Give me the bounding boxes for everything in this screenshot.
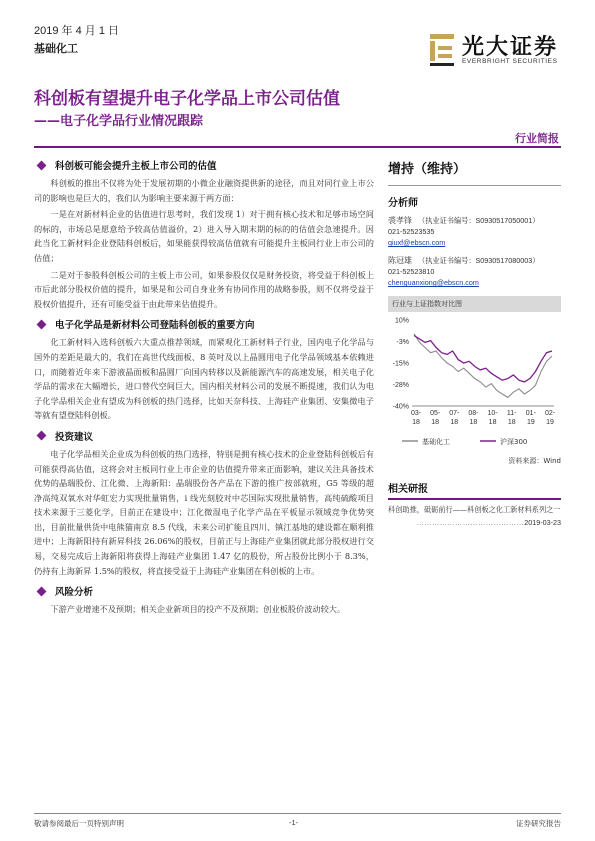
paragraph: 科创板的推出不仅将为处于发展初期的小微企业融资提供新的途径，而且对同行业上市公司的影响也是巨大的，我们认为影响主要来源于两方面：	[34, 178, 374, 203]
page-number: -1-	[289, 818, 299, 827]
index-comparison-chart	[388, 296, 561, 466]
everbright-logo-icon	[428, 32, 456, 68]
x-tick-label: 10-	[487, 410, 498, 418]
report-date: 2019 年 4 月 1 日	[34, 25, 119, 37]
x-tick-label: 08-	[468, 410, 479, 418]
section-4	[34, 584, 374, 617]
x-tick-label: 01-	[525, 410, 536, 418]
section-3	[34, 429, 374, 578]
section-1	[34, 158, 374, 311]
y-tick-label: 10%	[394, 317, 409, 325]
analyst-name: 裘孝锋	[388, 216, 412, 225]
legend-label: 基础化工	[422, 438, 450, 447]
x-tick-label: 18	[431, 419, 440, 427]
section-title: 投资建议	[55, 431, 94, 443]
report-title: 科创板有望提升电子化学品上市公司估值	[34, 89, 340, 109]
paragraph: 电子化学品相关企业成为科创板的热门选择，特别是拥有核心技术的企业登陆科创板后有可能获得高估值，这将会对主板同行业上市企业的估值提升带来正面影响，建议关注具备技术优势的晶瑞股份、江化微、上海新阳：晶瑞股份各产品在下游的推广按部就班，G5 等级的超净高纯双氧水对华虹宏力实现批量销售，i 线光刻胶对中芯国际实现批量销售，高纯硫酸项目技术来源于三菱化学，目前正在建设中；江化微湿电子化学产品在平板显示领域竞争优势突出，目前批量供货中电熊猫南京 8.5 代线，未来公司扩能且四川、镇江基地的建设都在顺利推进中；上海新阳持有新昇科技 26.06%的股权，目前正与上海硅产业集团就此部分股权进行交易，交易完成后上海新阳将获得上海硅产业集团 1.47 亿的股份，所占股份比例小于 8.3%，仍持有上海新昇 1.5%的股权，将直接受益于上海硅产业集团在科创板的上市。	[34, 448, 374, 576]
section-title: 风险分析	[55, 587, 94, 599]
x-tick-label: 18	[488, 419, 497, 427]
section-heading	[34, 158, 374, 172]
diamond-bullet-icon	[37, 319, 47, 329]
analyst-email-link[interactable]: qiuxf@ebscn.com	[388, 238, 446, 248]
x-tick-label: 19	[546, 419, 554, 427]
related-report-date	[388, 518, 561, 527]
diamond-bullet-icon	[37, 586, 47, 596]
industry-label: 基础化工	[34, 43, 78, 55]
y-tick-label: -40%	[392, 403, 409, 411]
paragraph: 二是对于参股科创板公司的主板上市公司，如果参股仅仅是财务投资，将受益于科创板上市后此部分股权价值的提升，如果是和公司自身业务有协同作用的战略参股，则不仅将受益于股权价值提升，还有可能受益于由此带来估值提升。	[34, 269, 374, 309]
y-tick-label: -28%	[392, 382, 409, 390]
sidebar-divider	[388, 185, 561, 186]
analyst-name: 陈冠雄	[388, 255, 412, 265]
analyst-license: （执业证书编号：S0930517080003）	[418, 255, 540, 265]
analyst-email-link[interactable]: chenguanxiong@ebscn.com	[388, 278, 479, 288]
rating: 增持（维持）	[388, 162, 467, 177]
related-divider	[388, 498, 561, 500]
x-tick-label: 18	[469, 419, 478, 427]
sidebar	[388, 152, 561, 527]
analyst-card	[388, 255, 561, 289]
chart-title: 行业与上证指数对比图	[388, 296, 561, 312]
y-tick-label: -15%	[392, 360, 409, 368]
x-tick-label: 18	[450, 419, 459, 427]
analyst-phone: 021-52523810	[388, 266, 435, 276]
analyst-card	[388, 215, 561, 249]
series-line-1	[414, 334, 552, 398]
y-tick-label: -3%	[396, 339, 409, 347]
x-tick-label: 11-	[506, 410, 517, 418]
x-tick-label: 19	[526, 419, 535, 427]
diamond-bullet-icon	[37, 431, 47, 441]
section-heading	[34, 584, 374, 598]
analyst-phone: 021-52523535	[388, 227, 435, 237]
section-2	[34, 317, 374, 423]
report-type: 行业简报	[515, 132, 559, 145]
brand-name-cn: 光大证券	[462, 35, 559, 60]
leader-dots: ……………………………………	[416, 518, 525, 528]
paragraph: 一是在对新材料企业的估值进行思考时，我们发现 1）对于拥有核心技术和足够市场空间的标的，市场总是愿意给予较高估值溢价，2）进入导入期末期的标的的估值会急速提升。因此当化工新材料企业登陆科创板后，如果能获得较高估值就有可能提升主板同行业上市公司的估值；	[34, 209, 374, 263]
legend-label: 沪深300	[500, 438, 528, 447]
series-line-2	[414, 336, 552, 382]
footer-divider	[34, 813, 561, 814]
header-divider	[34, 146, 561, 148]
section-heading	[34, 429, 374, 443]
analyst-license: （执业证书编号：S0930517050001）	[418, 216, 540, 225]
footer-disclaimer: 敬请参阅最后一页特别声明	[34, 819, 124, 828]
related-report-link[interactable]: 科创助推，砥砺前行——科创板之化工新材料系列之一	[388, 505, 561, 515]
x-tick-label: 03-	[410, 410, 422, 418]
analysts-heading: 分析师	[388, 198, 418, 209]
diamond-bullet-icon	[37, 160, 47, 170]
chart-source: 资料来源：Wind	[508, 457, 561, 466]
report-subtitle: ——电子化学品行业情况跟踪	[34, 114, 204, 129]
x-tick-label: 05-	[430, 410, 441, 418]
paragraph: 下游产业增速不及预期；相关企业新项目的投产不及预期；创业板股价波动较大。	[50, 604, 346, 615]
x-tick-label: 02-	[544, 410, 556, 418]
main-body	[34, 152, 374, 619]
related-date-value: 2019-03-23	[524, 518, 561, 528]
x-tick-label: 07-	[449, 410, 460, 418]
x-tick-label: 18	[507, 419, 516, 427]
section-title: 电子化学品是新材料公司登陆科创板的重要方向	[55, 320, 255, 332]
related-reports-heading: 相关研报	[388, 484, 428, 496]
brand-name-en: EVERBRIGHT SECURITIES	[462, 58, 558, 65]
footer-label: 证券研究报告	[516, 819, 561, 828]
chart-canvas	[388, 314, 561, 454]
section-title: 科创板可能会提升主板上市公司的估值	[55, 161, 217, 172]
x-tick-label: 18	[412, 419, 420, 427]
section-heading	[34, 317, 374, 331]
paragraph: 化工新材料入选科创板六大重点推荐领域，而紧观化工新材料子行业，国内电子化学品与国外的差距是最大的，我们在高世代线面板、8 英吋及以上晶圆用电子化学品领域基本依赖进口，而随着近年来下游液晶面板和晶圆厂向国内转移以及新能源汽车的高速发展，相关电子化学品的需求在大幅增长，进口替代空间巨大，国内相关材料公司的发展不断提速，我们认为电子化学品相关企业有望成为科创板的热门选择，比如天奈科技、上海硅产业集团、安集微电子等就有望登陆科创板。	[34, 337, 374, 421]
